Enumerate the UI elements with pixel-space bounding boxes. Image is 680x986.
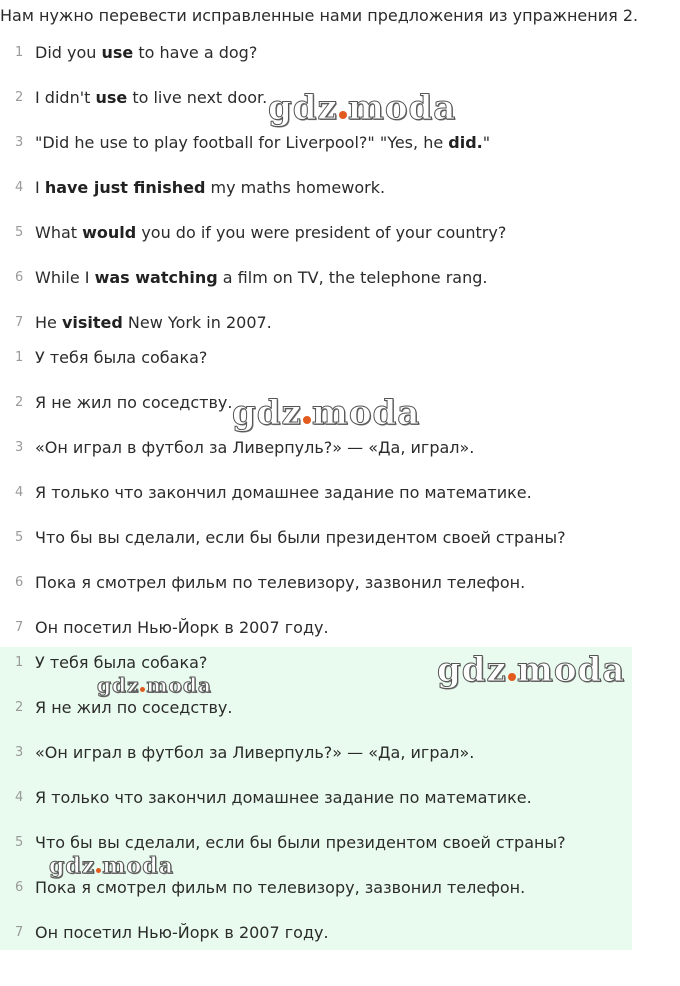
text-fragment: "Did he use to play football for Liverpool?" "Yes, he [35,133,449,152]
sentence-number: 1 [15,350,24,365]
bold-fragment: have just finished [44,178,206,197]
text-fragment: I [35,178,45,197]
sentence-number: 7 [15,620,24,635]
sentence-number: 4 [15,180,24,195]
watermark-dot-icon [303,416,311,424]
text-fragment: to have a dog? [133,43,258,62]
sentence-number: 2 [15,700,24,715]
sentence-number: 5 [15,225,24,240]
text-fragment: New York in 2007. [122,313,272,332]
text-fragment: you do if you were president of your country? [136,223,507,242]
sentence-text [35,221,506,245]
sentence-text: Он посетил Нью-Йорк в 2007 году. [35,923,329,942]
text-fragment: a film on TV, the telephone rang. [217,268,488,287]
bold-fragment: use [95,88,128,107]
sentence-text [35,131,490,155]
sentence-text: У тебя была собака? [35,653,208,672]
sentence-text [35,86,267,110]
text-fragment: to live next door. [127,88,268,107]
sentence-text [35,311,272,335]
sentence-number: 4 [15,790,24,805]
text-fragment: While I [35,268,95,287]
intro-text: Нам нужно перевести исправленные нами предложения из упражнения 2. [0,6,639,25]
sentence-text: Я только что закончил домашнее задание по математике. [35,788,532,807]
sentence-text [35,41,257,65]
watermark-dot-icon [508,673,516,681]
english-sentences [0,41,632,341]
sentence-number: 3 [15,440,24,455]
text-fragment: " [482,133,491,152]
sentence-text: «Он играл в футбол за Ливерпуль?» — «Да, играл». [35,438,475,457]
bold-fragment: use [101,43,134,62]
sentence-text: Что бы вы сделали, если бы были президентом своей страны? [35,833,566,852]
sentence-number: 6 [15,880,24,895]
sentence-number: 2 [15,395,24,410]
watermark-dot-icon [96,868,101,873]
sentence-number: 7 [15,925,24,940]
bold-fragment: would [82,223,137,242]
watermark-logo: gdz moda [49,853,174,879]
text-fragment: What [35,223,83,242]
sentence-number: 5 [15,835,24,850]
sentence-text: Я не жил по соседству. [35,698,233,717]
sentence-number: 4 [15,485,24,500]
sentence-number: 6 [15,270,24,285]
sentence-text: Я не жил по соседству. [35,393,233,412]
watermark-logo: gdz moda [97,673,212,697]
sentence-text: Пока я смотрел фильм по телевизору, зазвонил телефон. [35,573,526,592]
sentence-text: Пока я смотрел фильм по телевизору, зазвонил телефон. [35,878,526,897]
sentence-number: 1 [15,45,24,60]
sentence-text: «Он играл в футбол за Ливерпуль?» — «Да, играл». [35,743,475,762]
sentence-text: Я только что закончил домашнее задание по математике. [35,483,532,502]
sentence-number: 1 [15,655,24,670]
sentence-number: 7 [15,315,24,330]
sentence-number: 5 [15,530,24,545]
watermark-dot-icon [339,111,347,119]
bold-fragment: did. [448,133,483,152]
russian-translation-highlighted [0,647,632,950]
russian-translation [0,346,632,646]
bold-fragment: was watching [94,268,218,287]
watermark-logo: gdz moda [437,650,626,690]
text-fragment: He [35,313,62,332]
sentence-text [35,176,385,200]
sentence-text: Что бы вы сделали, если бы были президентом своей страны? [35,528,566,547]
sentence-number: 2 [15,90,24,105]
bold-fragment: visited [61,313,123,332]
sentence-text: У тебя была собака? [35,348,208,367]
sentence-text: Он посетил Нью-Йорк в 2007 году. [35,618,329,637]
sentence-text [35,266,487,290]
sentence-number: 6 [15,575,24,590]
text-fragment: my maths homework. [205,178,386,197]
watermark-dot-icon [140,687,145,692]
watermark-logo: gdz moda [232,393,421,433]
text-fragment: Did you [35,43,102,62]
text-fragment: I didn't [35,88,96,107]
sentence-number: 3 [15,745,24,760]
watermark-logo: gdz moda [268,88,457,128]
sentence-number: 3 [15,135,24,150]
